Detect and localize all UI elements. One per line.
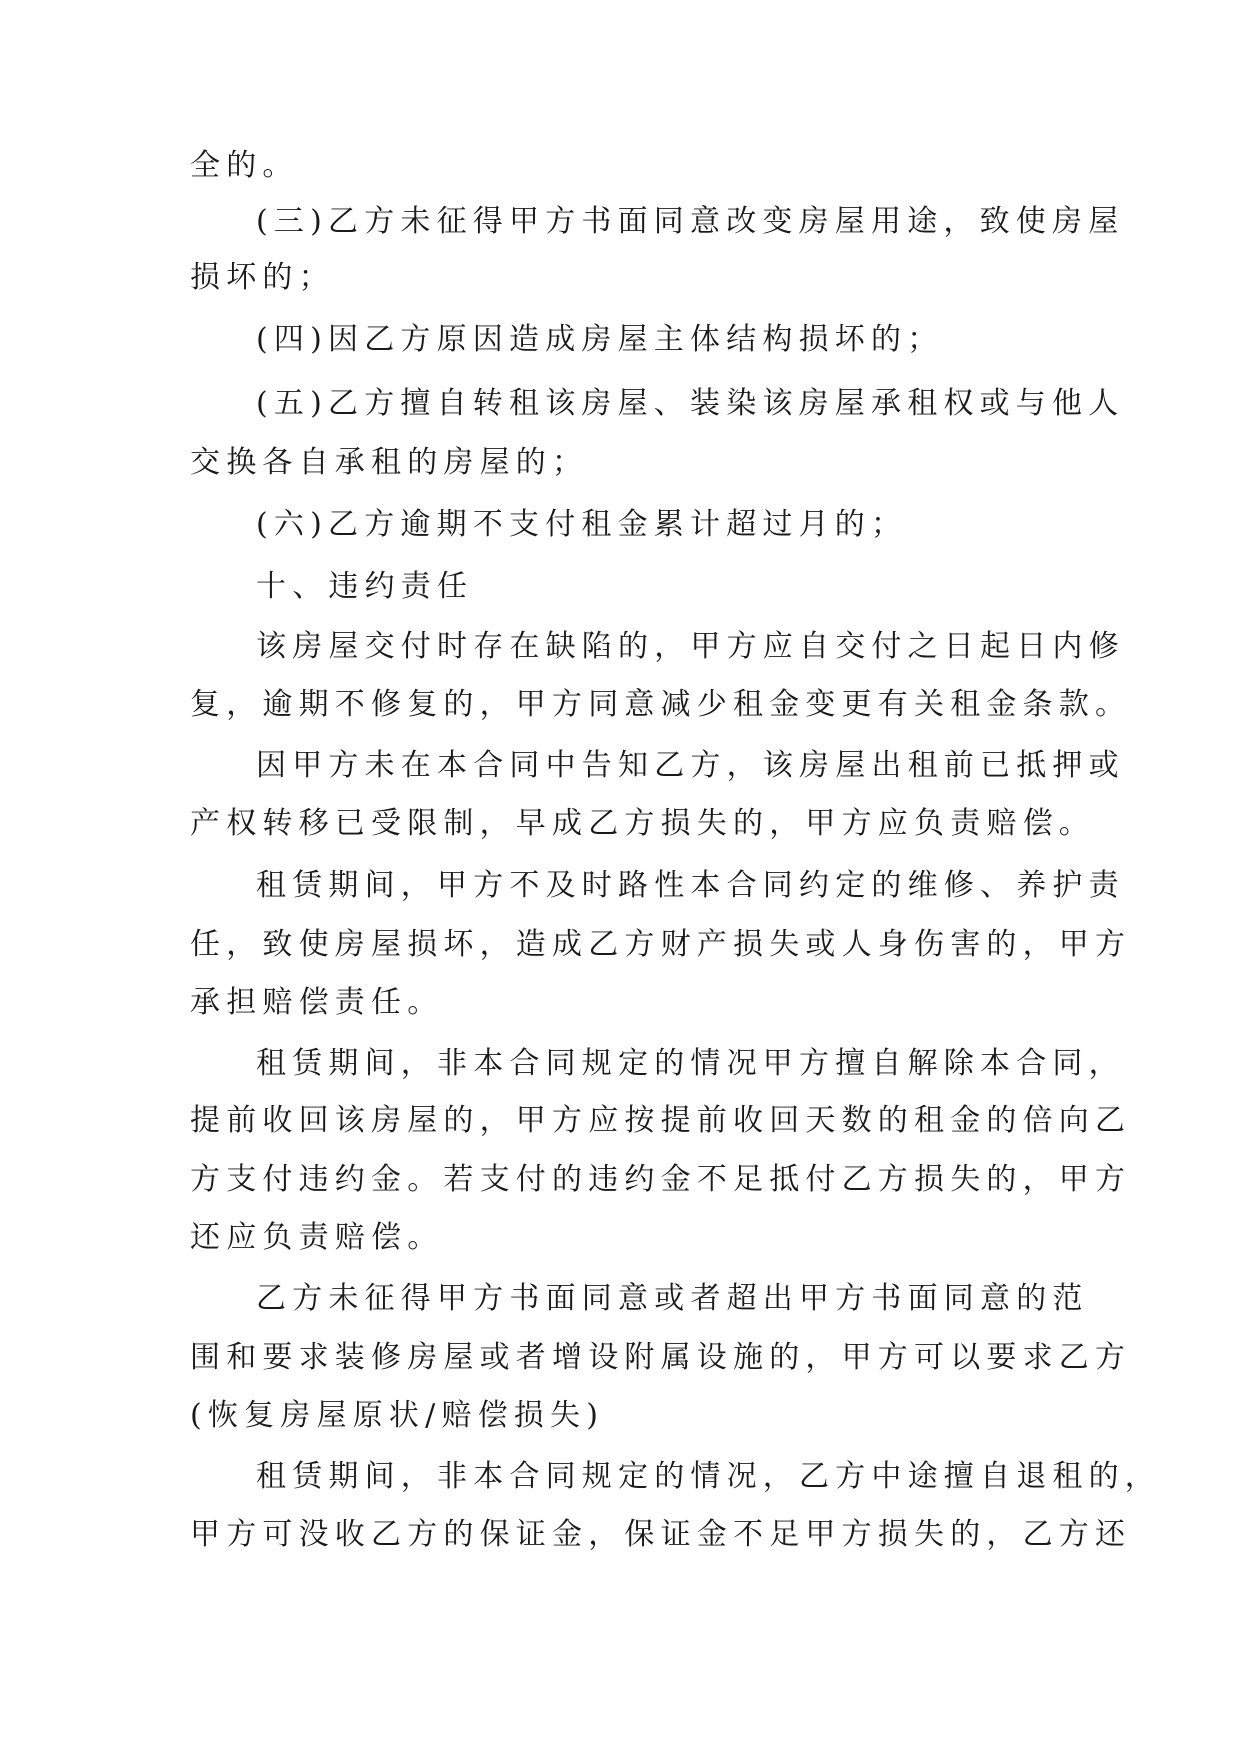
text-line: 全的。: [190, 148, 299, 183]
text-line: (三)乙方未征得甲方书面同意改变房屋用途，致使房屋: [256, 204, 1125, 239]
text-line: 该房屋交付时存在缺陷的，甲方应自交付之日起日内修: [256, 629, 1125, 664]
text-line: 任，致使房屋损坏，造成乙方财产损失或人身伤害的，甲方: [190, 927, 1132, 962]
text-line: 复，逾期不修复的，甲方同意减少租金变更有关租金条款。: [190, 687, 1132, 722]
text-line: 提前收回该房屋的，甲方应按提前收回天数的租金的倍向乙: [190, 1103, 1132, 1138]
text-line: (六)乙方逾期不支付租金累计超过月的；: [256, 507, 908, 542]
text-line: 乙方未征得甲方书面同意或者超出甲方书面同意的范: [256, 1281, 1089, 1316]
text-line: (四)因乙方原因造成房屋主体结构损坏的；: [256, 322, 944, 357]
text-line: (五)乙方擅自转租该房屋、装染该房屋承租权或与他人: [256, 386, 1125, 421]
section-heading: 十、违约责任: [256, 569, 474, 604]
text-line: 甲方可没收乙方的保证金，保证金不足甲方损失的，乙方还: [190, 1517, 1132, 1552]
text-line: 租赁期间，甲方不及时路性本合同约定的维修、养护责: [256, 868, 1125, 903]
text-line: 承担赔偿责任。: [190, 985, 444, 1020]
text-line: 围和要求装修房屋或者增设附属设施的，甲方可以要求乙方: [190, 1340, 1132, 1375]
text-line: 因甲方未在本合同中告知乙方，该房屋出租前已抵押或: [256, 748, 1125, 783]
text-line: 产权转移已受限制，早成乙方损失的，甲方应负责赔偿。: [190, 806, 1095, 841]
text-line: 还应负责赔偿。: [190, 1220, 444, 1255]
text-line: 交换各自承租的房屋的；: [190, 445, 589, 480]
text-line: 损坏的；: [190, 260, 335, 295]
text-line: 租赁期间，非本合同规定的情况甲方擅自解除本合同，: [256, 1046, 1125, 1081]
text-line: 方支付违约金。若支付的违约金不足抵付乙方损失的，甲方: [190, 1162, 1132, 1197]
text-line: (恢复房屋原状/赔偿损失): [190, 1398, 605, 1433]
text-line: 租赁期间，非本合同规定的情况，乙方中途擅自退租的，: [256, 1459, 1161, 1494]
